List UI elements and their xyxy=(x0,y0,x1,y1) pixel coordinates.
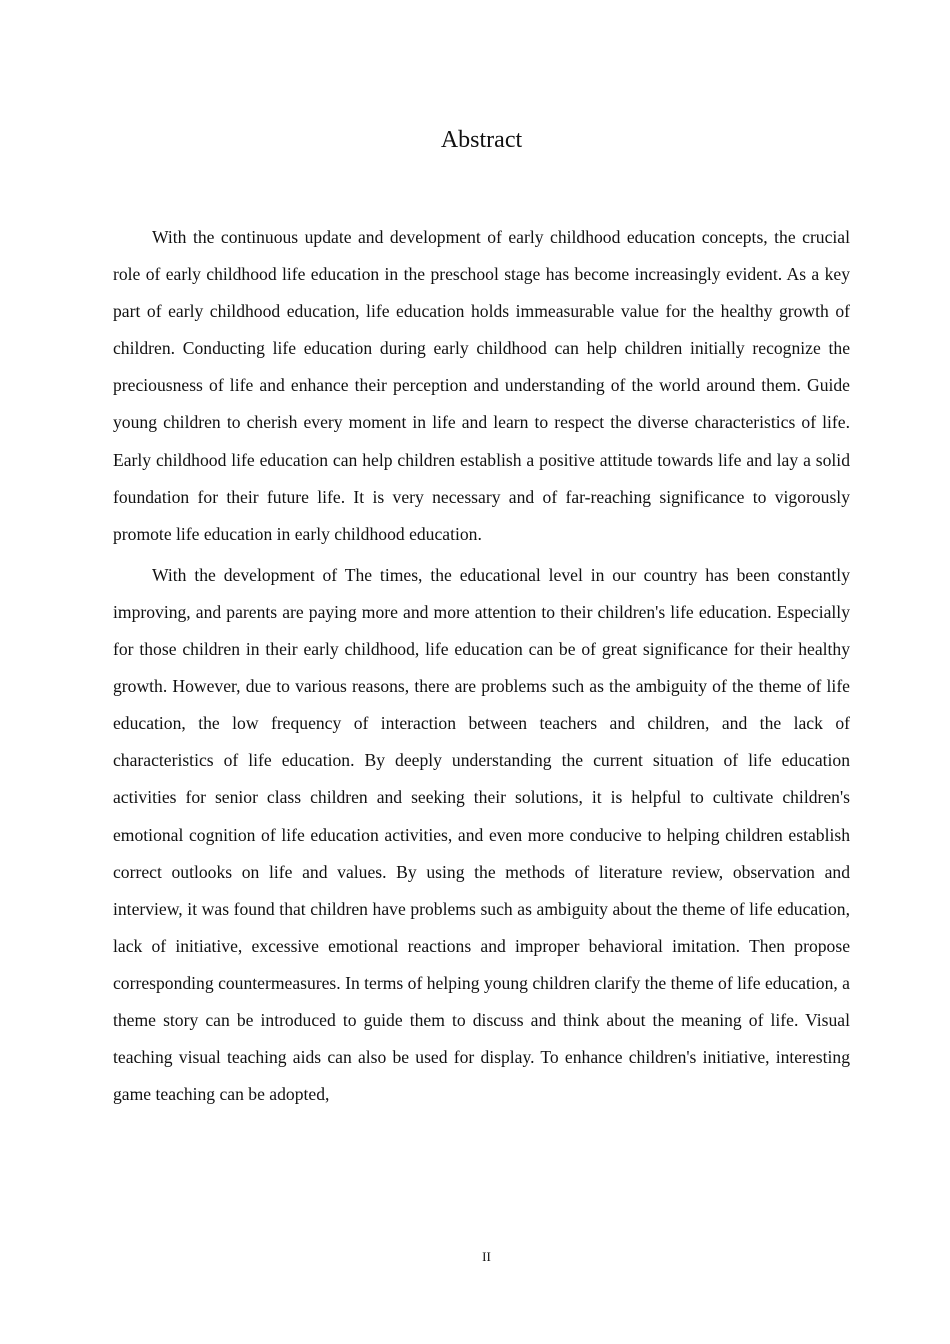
abstract-title: Abstract xyxy=(440,127,523,153)
abstract-paragraph-1: With the continuous update and development of early childhood education concepts, the crucial role of early childhood life education in the preschool stage has become increasingly evident. As a key part of early childhood education, life education holds immeasurable value for the healthy growth of children. Conducting life education during early childhood can help children initially recognize the preciousness of life and enhance their perception and understanding of the world around them. Guide young children to cherish every moment in life and learn to respect the diverse characteristics of life. Early childhood life education can help children establish a positive attitude towards life and lay a solid foundation for their future life. It is very necessary and of far-reaching significance to vigorously promote life education in early childhood education. xyxy=(113,227,850,544)
page-number: II xyxy=(482,1249,491,1264)
abstract-body xyxy=(113,219,850,1117)
abstract-paragraph-2: With the development of The times, the educational level in our country has been constantly improving, and parents are paying more and more attention to their children's life education. Especially for those children in their early childhood, life education can be of great significance for their healthy growth. However, due to various reasons, there are problems such as the ambiguity of the theme of life education, the low frequency of interaction between teachers and children, and the lack of characteristics of life education. By deeply understanding the current situation of life education activities for senior class children and seeking their solutions, it is helpful to cultivate children's emotional cognition of life education activities, and even more conducive to helping children establish correct outlooks on life and values. By using the methods of literature review, observation and interview, it was found that children have problems such as ambiguity about the theme of life education, lack of initiative, excessive emotional reactions and improper behavioral imitation. Then propose corresponding countermeasures. In terms of helping young children clarify the theme of life education, a theme story can be introduced to guide them to discuss and think about the meaning of life. Visual teaching visual teaching aids can also be used for display. To enhance children's initiative, interesting game teaching can be adopted, xyxy=(113,564,850,1105)
